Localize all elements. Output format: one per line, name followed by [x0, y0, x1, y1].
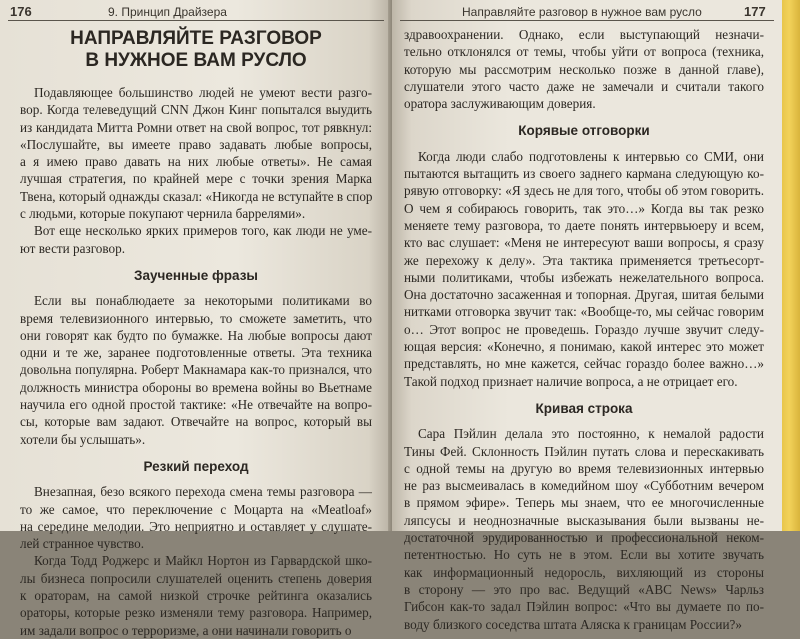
section-heading: Корявые отговорки	[518, 123, 650, 139]
paragraph	[20, 84, 372, 222]
text-line: в сторону — это про вас. Ведущий «ABC News» Чарльз	[404, 581, 764, 597]
text-line: лей странное чувство.	[20, 536, 145, 552]
text-line: которую мы рассмотрим несколько позже в данной главе),	[404, 61, 764, 77]
paragraph	[20, 552, 372, 638]
right-page	[392, 0, 782, 632]
text-line: на середине мелодии. Это неприятно и оставляет у слушате-	[20, 518, 372, 534]
text-line: воду близкого соседства штата Аляска к границам России?»	[404, 616, 742, 632]
text-line: им задали вопрос о терроризме, а они начинали говорить о	[20, 622, 352, 638]
text-line: должность министра обороны во времена войны во Вьетнаме	[20, 379, 372, 395]
text-line: петентностью. Но суть не в этом. Если вы хотите звучать	[404, 547, 764, 563]
text-line: то же самое, что переключение с Моцарта на «Meatloaf»	[20, 501, 372, 517]
text-line: Твена, который однажды сказал: «Никогда не вступайте в спор	[20, 188, 373, 204]
text-line: О чем я собираюсь говорить, так это…» Когда вы так резко	[404, 200, 764, 216]
yellow-book-edge	[782, 0, 800, 531]
header-rule-right	[400, 20, 774, 21]
text-line: в прямом эфире». Теперь мы знаем, что ее многочисленные	[404, 495, 764, 511]
text-line: Вот еще несколько ярких примеров того, как люди не уме-	[34, 223, 372, 239]
text-line: к ораторам, на самой низкой строчке рейтинга оказались	[20, 588, 372, 604]
text-line: Она достаточно засаженная и топорная. Другая, шитая белыми	[404, 287, 764, 303]
text-line: же перехожу к делу». Эта тактика применяется третьесорт-	[404, 252, 764, 268]
section-heading: Заученные фразы	[134, 267, 258, 283]
text-line: о… Этот вопрос не проведешь. Гораздо лучше звучит следу-	[404, 321, 764, 337]
text-line: Подавляющее большинство людей не умеют вести разго-	[34, 85, 372, 100]
text-line: ными политиками, чтобы избежать нежелательного вопроса.	[404, 269, 764, 285]
chapter-title	[20, 28, 372, 72]
left-text-column	[20, 26, 372, 639]
text-line: Если вы понаблюдаете за некоторыми политиками во	[34, 293, 372, 309]
text-line: а я имею право давать на них любые ответы». Не самая	[20, 154, 372, 170]
paragraph	[404, 148, 764, 390]
text-line: лы бизнеса попросили слушателей оценить степень доверия	[20, 570, 372, 586]
text-line: ющая версия: «Конечно, я понимаю, какой интерес это может	[404, 339, 764, 355]
text-line: ляпсусы и неоднозначные высказывания были вызваны не-	[404, 512, 764, 528]
text-line: Когда люди слабо подготовлены к интервью со СМИ, они	[418, 148, 764, 164]
text-line: рявую отговорку: «Я здесь не для того, чтобы об этом говорить.	[404, 183, 764, 199]
text-line: как информационный недоросль, вихляющий из стороны	[404, 564, 764, 580]
header-rule-left	[8, 20, 384, 21]
text-line: с одной темы на другую во время телевизионных интервью	[404, 460, 764, 476]
paragraph	[20, 222, 372, 257]
text-line: пытаются вытащить из своего заднего кармана следующую ко-	[404, 166, 764, 182]
left-page	[0, 0, 392, 638]
text-line: Сара Пэйлин делала это постоянно, к немалой радости	[418, 426, 764, 442]
text-line: ораторы, которые резко изменяли тему разговора. Например,	[20, 605, 372, 621]
text-line: нитками отговорка звучит так: «Вообще-то, мы сейчас говорим	[404, 304, 764, 320]
text-line: время телевизионного интервью, то сможете заметить, что	[20, 310, 372, 326]
text-line: достаточной эрудированностью и профессиональной неком-	[404, 530, 764, 546]
text-line: довольна популярна. Роберт Макнамара как-то признался, что	[20, 362, 372, 378]
text-line: оратора заслуживающим доверия.	[404, 96, 596, 112]
text-line: здравоохранении. Однако, если выступающий незначи-	[404, 27, 764, 42]
text-line: научила его одной простой тактике: «Не отвечайте на вопро-	[20, 397, 372, 413]
running-header-left	[0, 3, 392, 21]
text-line: ют вести разговор.	[20, 240, 125, 256]
section-heading: Кривая строка	[535, 400, 633, 416]
text-line: с людьми, которые покупают чернила баррелями».	[20, 206, 306, 222]
paragraph	[404, 425, 764, 633]
paragraph	[20, 483, 372, 552]
running-title-right: Направляйте разговор в нужное вам русло	[462, 5, 702, 19]
text-line: из кандидата Митта Ромни ответ на свой вопрос, тот рявкнул:	[20, 119, 372, 135]
text-line: Внезапная, безо всякого перехода смена темы разговора —	[34, 484, 372, 500]
running-title-left: 9. Принцип Драйзера	[108, 5, 227, 19]
text-line: не раз высмеивалась в комедийном шоу «Субботним вечером	[404, 478, 764, 494]
text-line: сы, которые вам задают. Отвечайте на вопрос, который вы	[20, 414, 372, 430]
text-line: Такой подход признает наличие вопроса, а не отрицает его.	[404, 373, 738, 389]
text-line: «Послушайте, вы имеете право задавать любые вопросы,	[20, 136, 372, 152]
text-line: Тины Фей. Склонность Пэйлин путать слова и перескакивать	[404, 443, 764, 459]
text-line: они говорят как будто по бумажке. На любые вопросы дают	[20, 327, 372, 343]
page-number-right: 177	[744, 4, 766, 19]
paragraph	[20, 292, 372, 448]
section-heading: Резкий переход	[143, 458, 249, 474]
chapter-title-line-1: НАПРАВЛЯЙТЕ РАЗГОВОР	[70, 28, 322, 49]
text-line: меняете тему разговора, то даете понять интервьюеру и всем,	[404, 217, 764, 233]
text-line: представлять, но мне кажется, сейчас гораздо более важно…»	[404, 356, 764, 372]
text-line: слушатели этого часто даже не замечали и считали такого	[404, 78, 764, 94]
text-line: Гибсон как-то задал Пэйлин вопрос: «Что вы думаете по по-	[404, 599, 764, 615]
paragraph	[404, 26, 764, 112]
page-number-left: 176	[10, 4, 32, 19]
text-line: хотели бы услышать».	[20, 431, 146, 447]
text-line: кто вас слушает: «Меня не интересуют ваши вопросы, я сразу	[404, 235, 764, 251]
text-line: вор. Когда телеведущий CNN Джон Кинг попытался выудить	[20, 102, 372, 118]
right-text-column	[404, 26, 764, 633]
chapter-title-line-2: В НУЖНОЕ ВАМ РУСЛО	[85, 50, 307, 71]
text-line: лучшая стратегия, по крайней мере с точки зрения Марка	[20, 171, 372, 187]
running-header-right	[392, 3, 782, 21]
text-line: одни и те же, заранее подготовленные ответы. Эта техника	[20, 345, 372, 361]
text-line: Когда Тодд Роджерс и Майкл Нортон из Гарвардской шко-	[34, 553, 372, 569]
text-line: тельно отклонялся от темы, чтобы уйти от вопроса (техника,	[404, 44, 764, 60]
